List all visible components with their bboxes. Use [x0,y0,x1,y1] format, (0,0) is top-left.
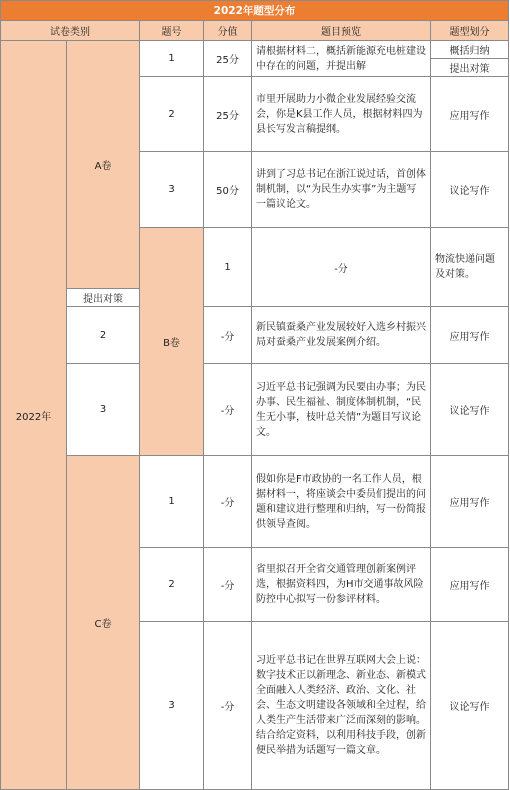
paper-b: B卷 [140,228,204,456]
question-number: 1 [140,41,204,77]
header-category: 试卷类别 [1,21,140,41]
question-preview: 习近平总书记强调为民要由办事；为民办事、民生福祉、制度体制机制，“民生无小事，枝叶总关情”为题目写议论文。 [252,364,431,456]
question-preview: 习近平总书记在世界互联网大会上说：数字技术正以新理念、新业态、新模式全面融入人类经济、政治、文化、社会、生态文明建设各领域和全过程，给人类生产生活带来广泛而深刻的影响。结合给定资料，以利用科技手段，创新便民举措为话题写一篇文章。 [252,622,431,790]
question-number: 3 [67,364,140,456]
question-type: 提出对策 [431,59,509,77]
question-type: 应用写作 [431,77,509,152]
question-score: 50分 [204,152,252,228]
question-score: -分 [204,364,252,456]
question-type: 议论写作 [431,364,509,456]
question-type: 概括归纳 [431,41,509,59]
question-score: 25分 [204,41,252,77]
question-score: -分 [252,228,431,307]
question-number: 1 [140,456,204,548]
question-number: 2 [140,77,204,152]
header-number: 题号 [140,21,204,41]
question-preview: 市里开展助力小微企业发展经验交流会，你是K县工作人员，根据材料四为县长写发言稿提纲。 [252,77,431,152]
question-score: -分 [204,622,252,790]
header-preview: 题目预览 [252,21,431,41]
question-type: 提出对策 [67,289,140,307]
question-type: 应用写作 [431,456,509,548]
question-preview: 假如你是F市政协的一名工作人员，根据材料一，将座谈会中委员们提出的问题和建议进行整理和归纳，写一份简报供领导查阅。 [252,456,431,548]
question-score: -分 [204,307,252,364]
question-number: 2 [67,307,140,364]
question-number: 3 [140,622,204,790]
question-number: 3 [140,152,204,228]
question-type: 应用写作 [431,307,509,364]
question-preview: 新民镇蚕桑产业发展较好入选乡村振兴局对蚕桑产业发展案例介绍。 [252,307,431,364]
question-preview: 省里拟召开全省交通管理创新案例评选，根据资料四，为H市交通事故风险防控中心拟写一份参评材料。 [252,548,431,622]
question-preview: 物流快递问题及对策。 [431,228,509,307]
question-number: 2 [140,548,204,622]
table-title: 2022年题型分布 [1,1,509,21]
header-type: 题型划分 [431,21,509,41]
year-cell: 2022年 [1,41,67,790]
paper-a: A卷 [67,41,140,289]
question-score: -分 [204,456,252,548]
question-number: 1 [204,228,252,307]
header-score: 分值 [204,21,252,41]
question-score: 25分 [204,77,252,152]
question-preview: 请根据材料二，概括新能源充电桩建设中存在的问题，并提出解 [252,41,431,77]
question-score: -分 [204,548,252,622]
question-type: 议论写作 [431,152,509,228]
question-type: 应用写作 [431,548,509,622]
question-preview: 讲到了习总书记在浙江说过话，首创体制机制，以“为民生办实事”为主题写一篇议论文。 [252,152,431,228]
paper-c: C卷 [67,456,140,790]
question-type: 议论写作 [431,622,509,790]
